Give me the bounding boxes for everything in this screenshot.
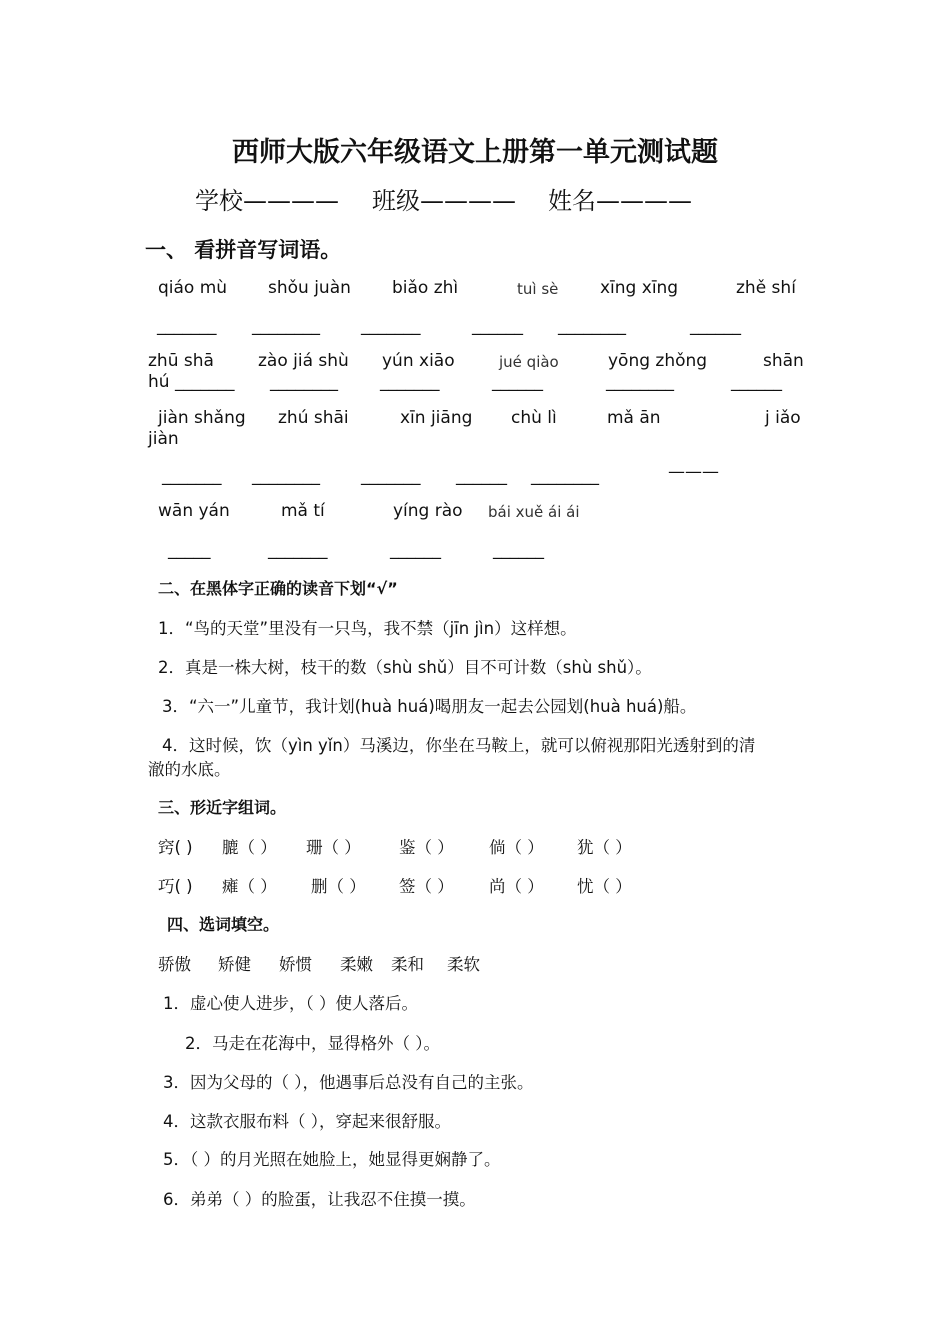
answer-blank[interactable]: _______ [361, 316, 421, 336]
pinyin-item: bái xuě ái ái [488, 503, 580, 521]
answer-blank[interactable]: ——— [668, 462, 719, 482]
pinyin-item: xīn jiāng [400, 408, 473, 428]
word-option: 柔软 [447, 955, 480, 974]
word-pair[interactable]: 签（ ） [399, 877, 454, 896]
pinyin-item: zhū shā [148, 351, 214, 371]
word-option: 柔和 [391, 955, 424, 974]
answer-blank[interactable]: ______ [472, 316, 523, 336]
class-field: 班级———— [372, 187, 516, 215]
pinyin-item: yún xiāo [382, 351, 455, 371]
pinyin-item: jiàn [148, 429, 179, 449]
answer-blank[interactable]: _______ [268, 540, 328, 560]
pinyin-item: tuì sè [517, 280, 559, 298]
pinyin-item: jué qiào [499, 353, 559, 371]
question-item: 4．这时候，饮（yìn yǐn）马溪边，你坐在马鞍上，就可以俯视那阳光透射到的清 [162, 736, 756, 755]
section3-heading: 三、形近字组词。 [158, 798, 287, 817]
pinyin-item: zào jiá shù [258, 351, 349, 371]
word-pair[interactable]: 尚（ ） [489, 877, 544, 896]
question-item: 1．“鸟的天堂”里没有一只鸟，我不禁（jīn jìn）这样想。 [158, 619, 577, 638]
page-title: 西师大版六年级语文上册第一单元测试题 [232, 137, 718, 168]
answer-blank[interactable]: _____ [168, 540, 211, 560]
answer-blank[interactable]: ______ [390, 540, 441, 560]
pinyin-item: shǒu juàn [268, 278, 351, 298]
question-item: 1．虚心使人进步，（ ）使人落后。 [163, 994, 418, 1013]
pinyin-item: qiáo mù [158, 278, 228, 298]
word-pair[interactable]: 倘（ ） [489, 838, 544, 857]
question-item: 4．这款衣服布料（ ），穿起来很舒服。 [163, 1112, 451, 1131]
word-pair[interactable]: 删（ ） [311, 877, 366, 896]
word-option: 娇惯 [279, 955, 312, 974]
section4-heading: 四、选词填空。 [167, 915, 280, 934]
pinyin-item: j iǎo [765, 408, 801, 428]
word-pair[interactable]: 瘫（ ） [222, 877, 277, 896]
word-pair[interactable]: 忧（ ） [577, 877, 632, 896]
pinyin-item: yíng rào [393, 501, 463, 521]
name-field: 姓名———— [548, 187, 692, 215]
question-item: 2．马走在花海中，显得格外（ ）。 [185, 1034, 440, 1053]
section2-heading: 二、在黑体字正确的读音下划“√” [158, 579, 398, 598]
answer-blank[interactable]: ________ [606, 372, 674, 392]
answer-blank[interactable]: _______ [162, 466, 222, 486]
pinyin-item: mǎ ān [607, 408, 661, 428]
pinyin-item: biǎo zhì [392, 278, 459, 298]
answer-blank[interactable]: ________ [270, 372, 338, 392]
pinyin-item: shān [763, 351, 804, 371]
word-option: 骄傲 [158, 955, 191, 974]
question-item: 5．（ ）的月光照在她脸上，她显得更娴静了。 [163, 1150, 501, 1169]
pinyin-item: zhě shí [736, 278, 796, 298]
word-pair[interactable]: 膔（ ） [222, 838, 277, 857]
answer-blank[interactable]: ______ [456, 466, 507, 486]
word-option: 矫健 [218, 955, 251, 974]
answer-blank[interactable]: hú _______ [148, 372, 235, 392]
answer-blank[interactable]: ______ [731, 372, 782, 392]
pinyin-item: chù lì [511, 408, 557, 428]
answer-blank[interactable]: ________ [252, 316, 320, 336]
answer-blank[interactable]: ________ [558, 316, 626, 336]
answer-blank[interactable]: ________ [531, 466, 599, 486]
answer-blank[interactable]: ______ [493, 540, 544, 560]
section1-heading: 一、 看拼音写词语。 [145, 238, 342, 262]
school-field: 学校———— [195, 187, 339, 215]
word-pair[interactable]: 巧( ) [158, 877, 193, 896]
question-item: 3．因为父母的（ ），他遇事后总没有自己的主张。 [163, 1073, 534, 1092]
question-item: 6．弟弟（ ）的脸蛋，让我忍不住摸一摸。 [163, 1190, 476, 1209]
word-pair[interactable]: 鉴（ ） [399, 838, 454, 857]
pinyin-item: jiàn shǎng [158, 408, 246, 428]
question-item: 2．真是一株大树，枝干的数（shù shǔ）目不可计数（shù shǔ）。 [158, 658, 652, 677]
word-option: 柔嫩 [340, 955, 373, 974]
answer-blank[interactable]: ______ [690, 316, 741, 336]
answer-blank[interactable]: _______ [361, 466, 421, 486]
question-item: 3．“六一”儿童节，我计划(huà huá)喝朋友一起去公园划(huà huá)船。 [162, 697, 697, 716]
pinyin-item: mǎ tí [281, 501, 325, 521]
pinyin-item: wān yán [158, 501, 230, 521]
pinyin-item: xīng xīng [600, 278, 679, 298]
word-pair[interactable]: 窍( ) [158, 838, 193, 857]
question-item: 澈的水底。 [148, 760, 231, 779]
answer-blank[interactable]: _______ [157, 316, 217, 336]
answer-blank[interactable]: _______ [380, 372, 440, 392]
pinyin-item: yōng zhǒng [608, 351, 708, 371]
answer-blank[interactable]: ________ [252, 466, 320, 486]
pinyin-item: zhú shāi [278, 408, 349, 428]
word-pair[interactable]: 珊（ ） [306, 838, 361, 857]
answer-blank[interactable]: ______ [492, 372, 543, 392]
word-pair[interactable]: 犹（ ） [577, 838, 632, 857]
